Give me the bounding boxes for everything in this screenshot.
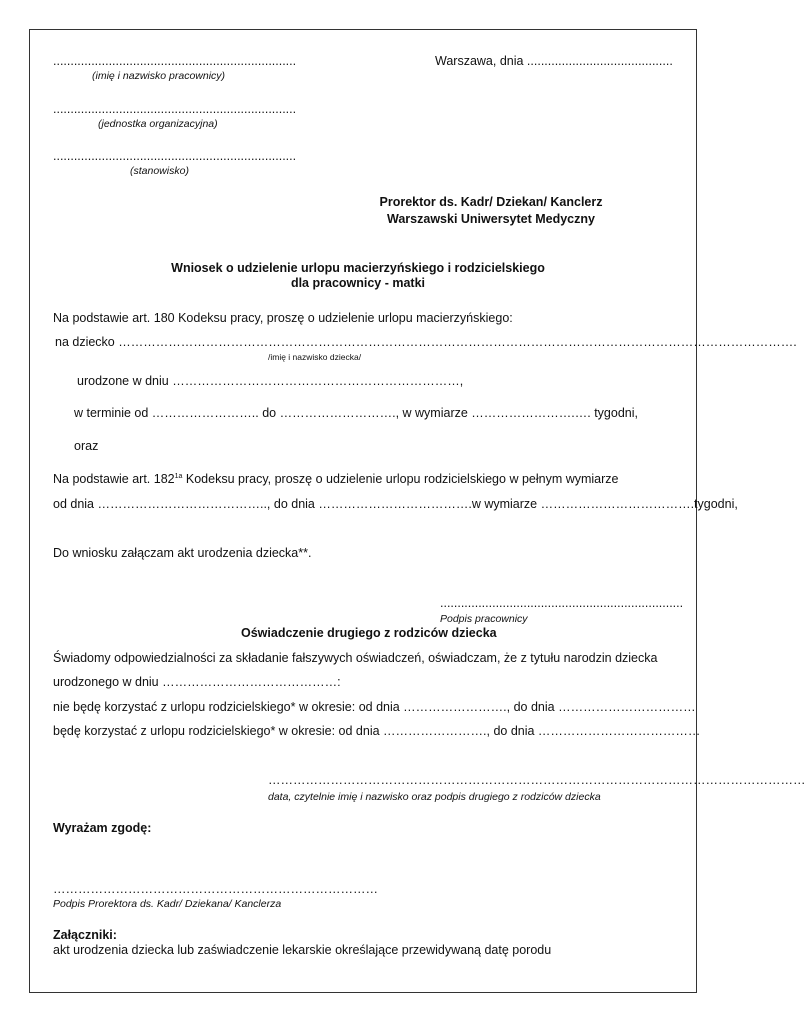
attachments-item: akt urodzenia dziecka lub zaświadczenie lekarskie określające przewidywaną datę porodu — [53, 943, 552, 957]
parental-dates-line: od dnia ………………………………….., do dnia ……………………………….w wymiarze ……………………………….tygodni, — [53, 497, 738, 511]
place-date: Warszawa, dnia .......................................... — [435, 54, 673, 68]
employee-signature-caption: Podpis pracownicy — [440, 613, 528, 625]
statement-line1: Świadomy odpowiedzialności za składanie fałszywych oświadczeń, oświadczam, że z tytułu narodzin dziecka — [53, 651, 658, 665]
org-unit-caption: (jednostka organizacyjna) — [98, 118, 218, 130]
consent-signature-line: …………………………………………………………………… — [53, 882, 378, 896]
maternity-term-line: w terminie od …………………….. do ………………………., w wymiarze …………………….…. tygodni, — [74, 406, 638, 420]
other-parent-signature-line: ………………………………………………………………………………………………………………… — [268, 773, 806, 787]
employee-name-line: ...................................................................... — [53, 54, 297, 68]
org-unit-line: ...................................................................... — [53, 102, 297, 116]
statement-line2: urodzonego w dniu ……………………………………: — [53, 675, 341, 689]
position-caption: (stanowisko) — [130, 165, 189, 177]
child-name-line: na dziecko ………………………………………………………………………………………………………………………………………………. — [55, 335, 797, 349]
attachment-note: Do wniosku załączam akt urodzenia dziecka**. — [53, 546, 312, 560]
and-word: oraz — [74, 439, 99, 453]
addressee-line2: Warszawski Uniwersytet Medyczny — [387, 212, 595, 226]
attachments-heading: Załączniki: — [53, 928, 117, 942]
title-line1: Wniosek o udzielenie urlopu macierzyńskiego i rodzicielskiego — [171, 261, 545, 275]
maternity-intro: Na podstawie art. 180 Kodeksu pracy, proszę o udzielenie urlopu macierzyńskiego: — [53, 311, 513, 325]
consent-signature-caption: Podpis Prorektora ds. Kadr/ Dziekana/ Kanclerza — [53, 898, 282, 910]
title-line2: dla pracownicy - matki — [290, 276, 426, 290]
employee-name-caption: (imię i nazwisko pracownicy) — [92, 70, 226, 82]
birth-date-line: urodzone w dniu ……………………………………………………………, — [77, 374, 464, 388]
statement-line4: będę korzystać z urlopu rodzicielskiego* w okresie: od dnia ……………………., do dnia ………………………………… — [53, 724, 701, 738]
parental-intro: Na podstawie art. $182^{1a}$ Kodeksu pracy, proszę o udzielenie urlopu rodzicielskiego w pełnym wymiarze — [53, 472, 619, 486]
addressee-line1: Prorektor ds. Kadr/ Dziekan/ Kanclerz — [379, 195, 603, 209]
employee-signature-line: ...................................................................... — [440, 596, 684, 610]
other-parent-signature-caption: data, czytelnie imię i nazwisko oraz podpis drugiego z rodziców dziecka — [268, 791, 601, 803]
other-parent-heading: Oświadczenie drugiego z rodziców dziecka — [241, 626, 497, 640]
child-name-caption: /imię i nazwisko dziecka/ — [268, 352, 362, 362]
consent-heading: Wyrażam zgodę: — [53, 821, 152, 835]
position-line: ...................................................................... — [53, 149, 297, 163]
statement-line3: nie będę korzystać z urlopu rodzicielskiego* w okresie: od dnia ……………………., do dnia …………………………… — [53, 700, 696, 714]
